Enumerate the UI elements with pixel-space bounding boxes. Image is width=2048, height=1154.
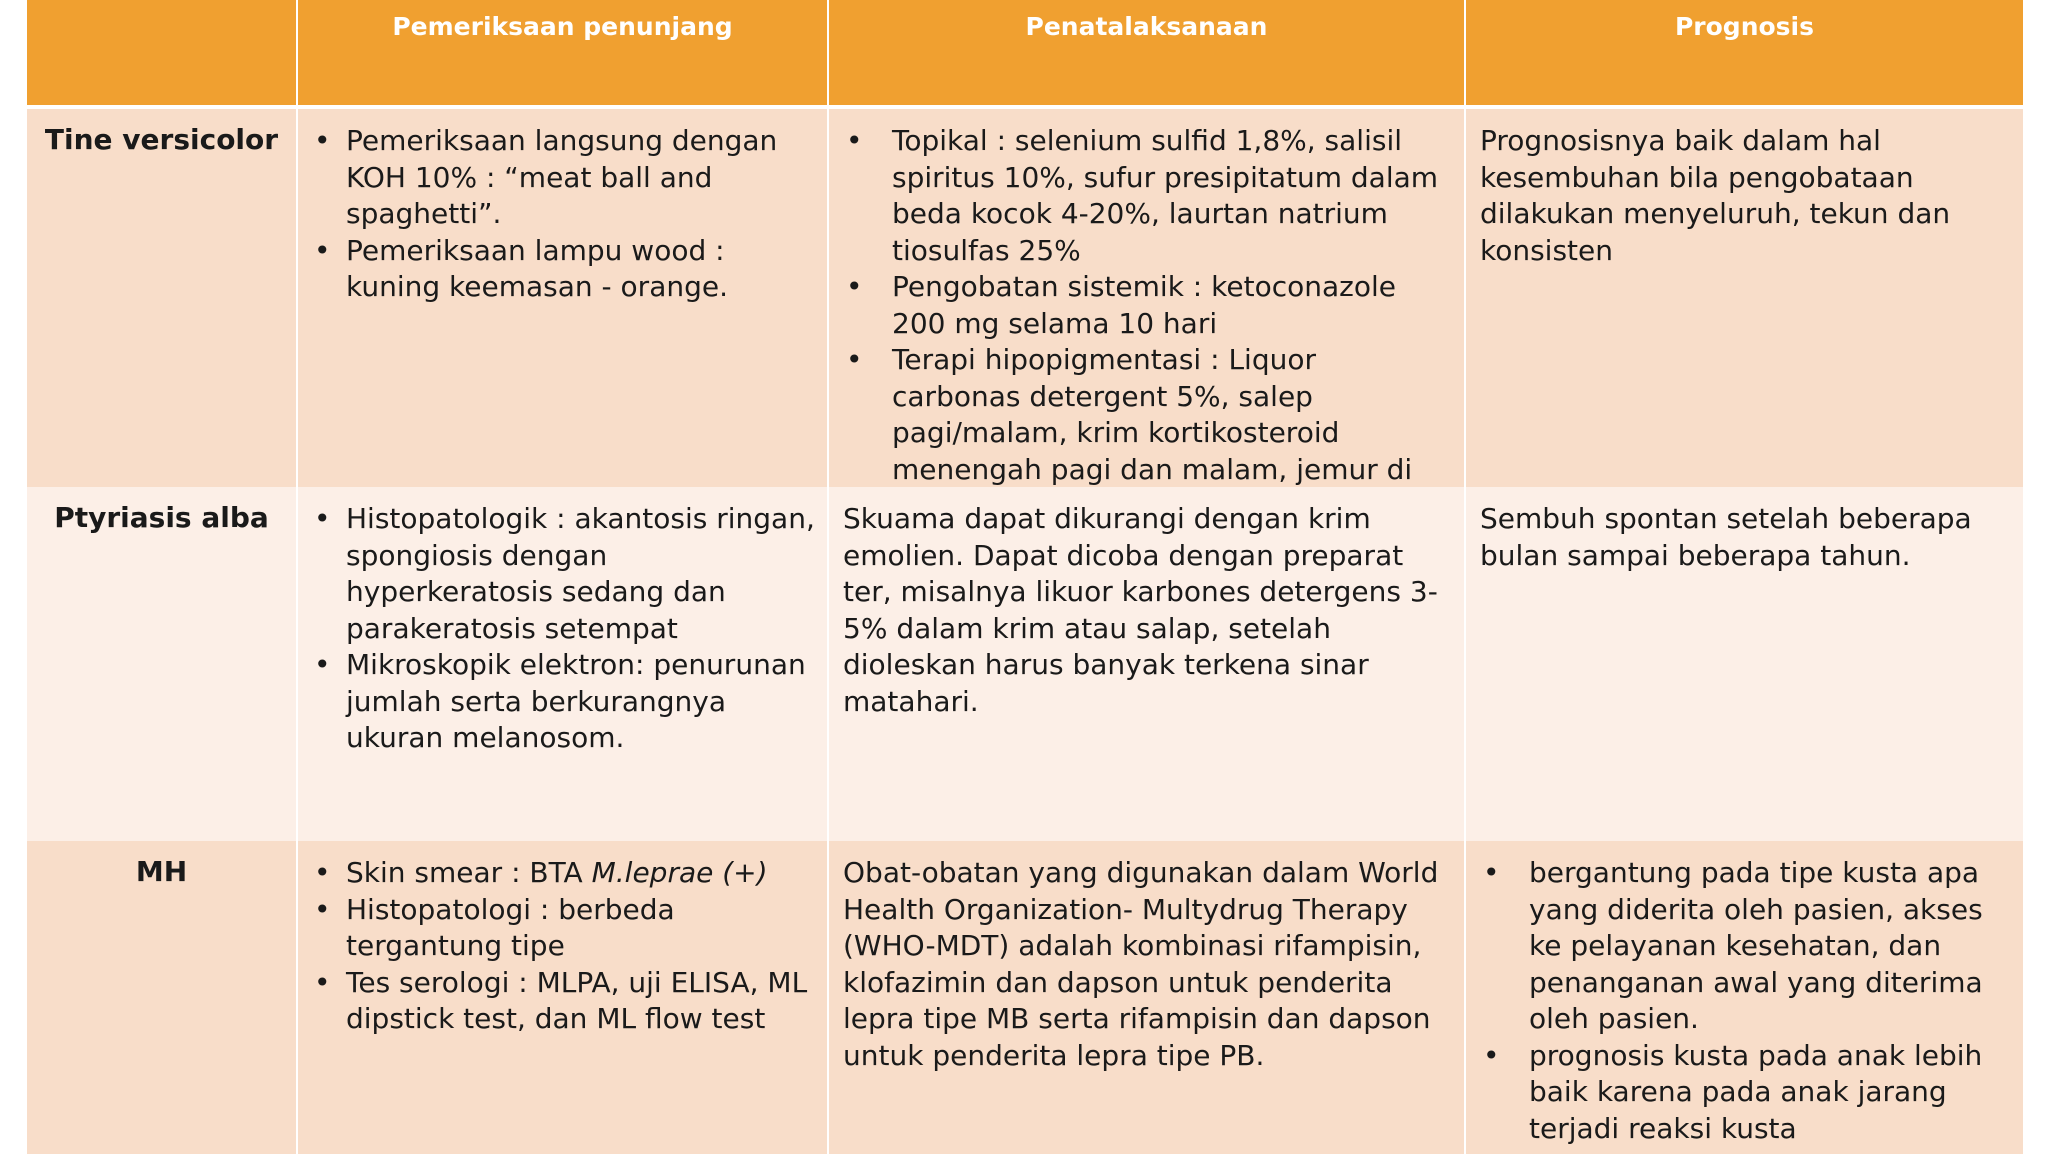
row-label: MH [27, 841, 296, 1154]
row-label: Tine versicolor [27, 109, 296, 487]
pemeriksaan-cell [296, 841, 827, 1154]
pemeriksaan-cell [296, 109, 827, 487]
row-label: Ptyriasis alba [27, 487, 296, 841]
list-item: • Pemeriksaan lampu wood : kuning keemasan - orange. [312, 233, 815, 306]
list-item: • bergantung pada tipe kusta apa yang diderita oleh pasien, akses ke pelayanan kesehatan, dan penanganan awal yang diterima oleh pasien. [1480, 855, 2011, 1038]
header-cell-pemeriksaan: Pemeriksaan penunjang [296, 0, 827, 105]
list-item: • Histopatologi : berbeda tergantung tipe [312, 892, 815, 965]
list-item-prefix: Skin smear : BTA [346, 856, 592, 889]
prognosis-cell: Sembuh spontan setelah beberapa bulan sampai beberapa tahun. [1464, 487, 2023, 841]
list-item: • Pengobatan sistemik : ketoconazole 200 mg selama 10 hari [843, 269, 1452, 342]
list-item: • prognosis kusta pada anak lebih baik karena pada anak jarang terjadi reaksi kusta [1480, 1038, 2011, 1148]
list-item [312, 855, 815, 892]
list-item: • Mikroskopik elektron: penurunan jumlah serta berkurangnya ukuran melanosom. [312, 647, 815, 757]
list-item: • Pemeriksaan langsung dengan KOH 10% : “meat ball and spaghetti”. [312, 123, 815, 233]
header-cell-prognosis: Prognosis [1464, 0, 2023, 105]
prognosis-cell [1464, 841, 2023, 1154]
header-cell-penatalaksanaan: Penatalaksanaan [827, 0, 1464, 105]
penatalaksanaan-cell: Skuama dapat dikurangi dengan krim emolien. Dapat dicoba dengan preparat ter, misalnya likuor karbones detergens 3-5% dalam krim atau salap, setelah dioleskan harus banyak terkena sinar matahari. [827, 487, 1464, 841]
list-item: • Tes serologi : MLPA, uji ELISA, ML dipstick test, dan ML flow test [312, 965, 815, 1038]
list-item: • Topikal : selenium sulfid 1,8%, salisil spiritus 10%, sufur presipitatum dalam beda kocok 4-20%, laurtan natrium tiosulfas 25% [843, 123, 1452, 269]
prognosis-cell: Prognosisnya baik dalam hal kesembuhan bila pengobataan dilakukan menyeluruh, tekun dan konsisten [1464, 109, 2023, 487]
pemeriksaan-cell [296, 487, 827, 841]
penatalaksanaan-cell: Obat-obatan yang digunakan dalam World Health Organization- Multydrug Therapy (WHO-MDT) adalah kombinasi rifampisin, klofazimin dan dapson untuk penderita lepra tipe MB serta rifampisin dan dapson untuk penderita lepra tipe PB. [827, 841, 1464, 1154]
comparison-table [27, 0, 2023, 1154]
list-item-italic: M.leprae (+) [591, 856, 768, 889]
list-item: • Terapi hipopigmentasi : Liquor carbonas detergent 5%, salep pagi/malam, krim kortikosteroid menengah pagi dan malam, jemur di [843, 342, 1452, 487]
header-cell-empty [27, 0, 296, 105]
list-item: • Histopatologik : akantosis ringan, spongiosis dengan hyperkeratosis sedang dan parakeratosis setempat [312, 501, 815, 647]
penatalaksanaan-cell [827, 109, 1464, 487]
